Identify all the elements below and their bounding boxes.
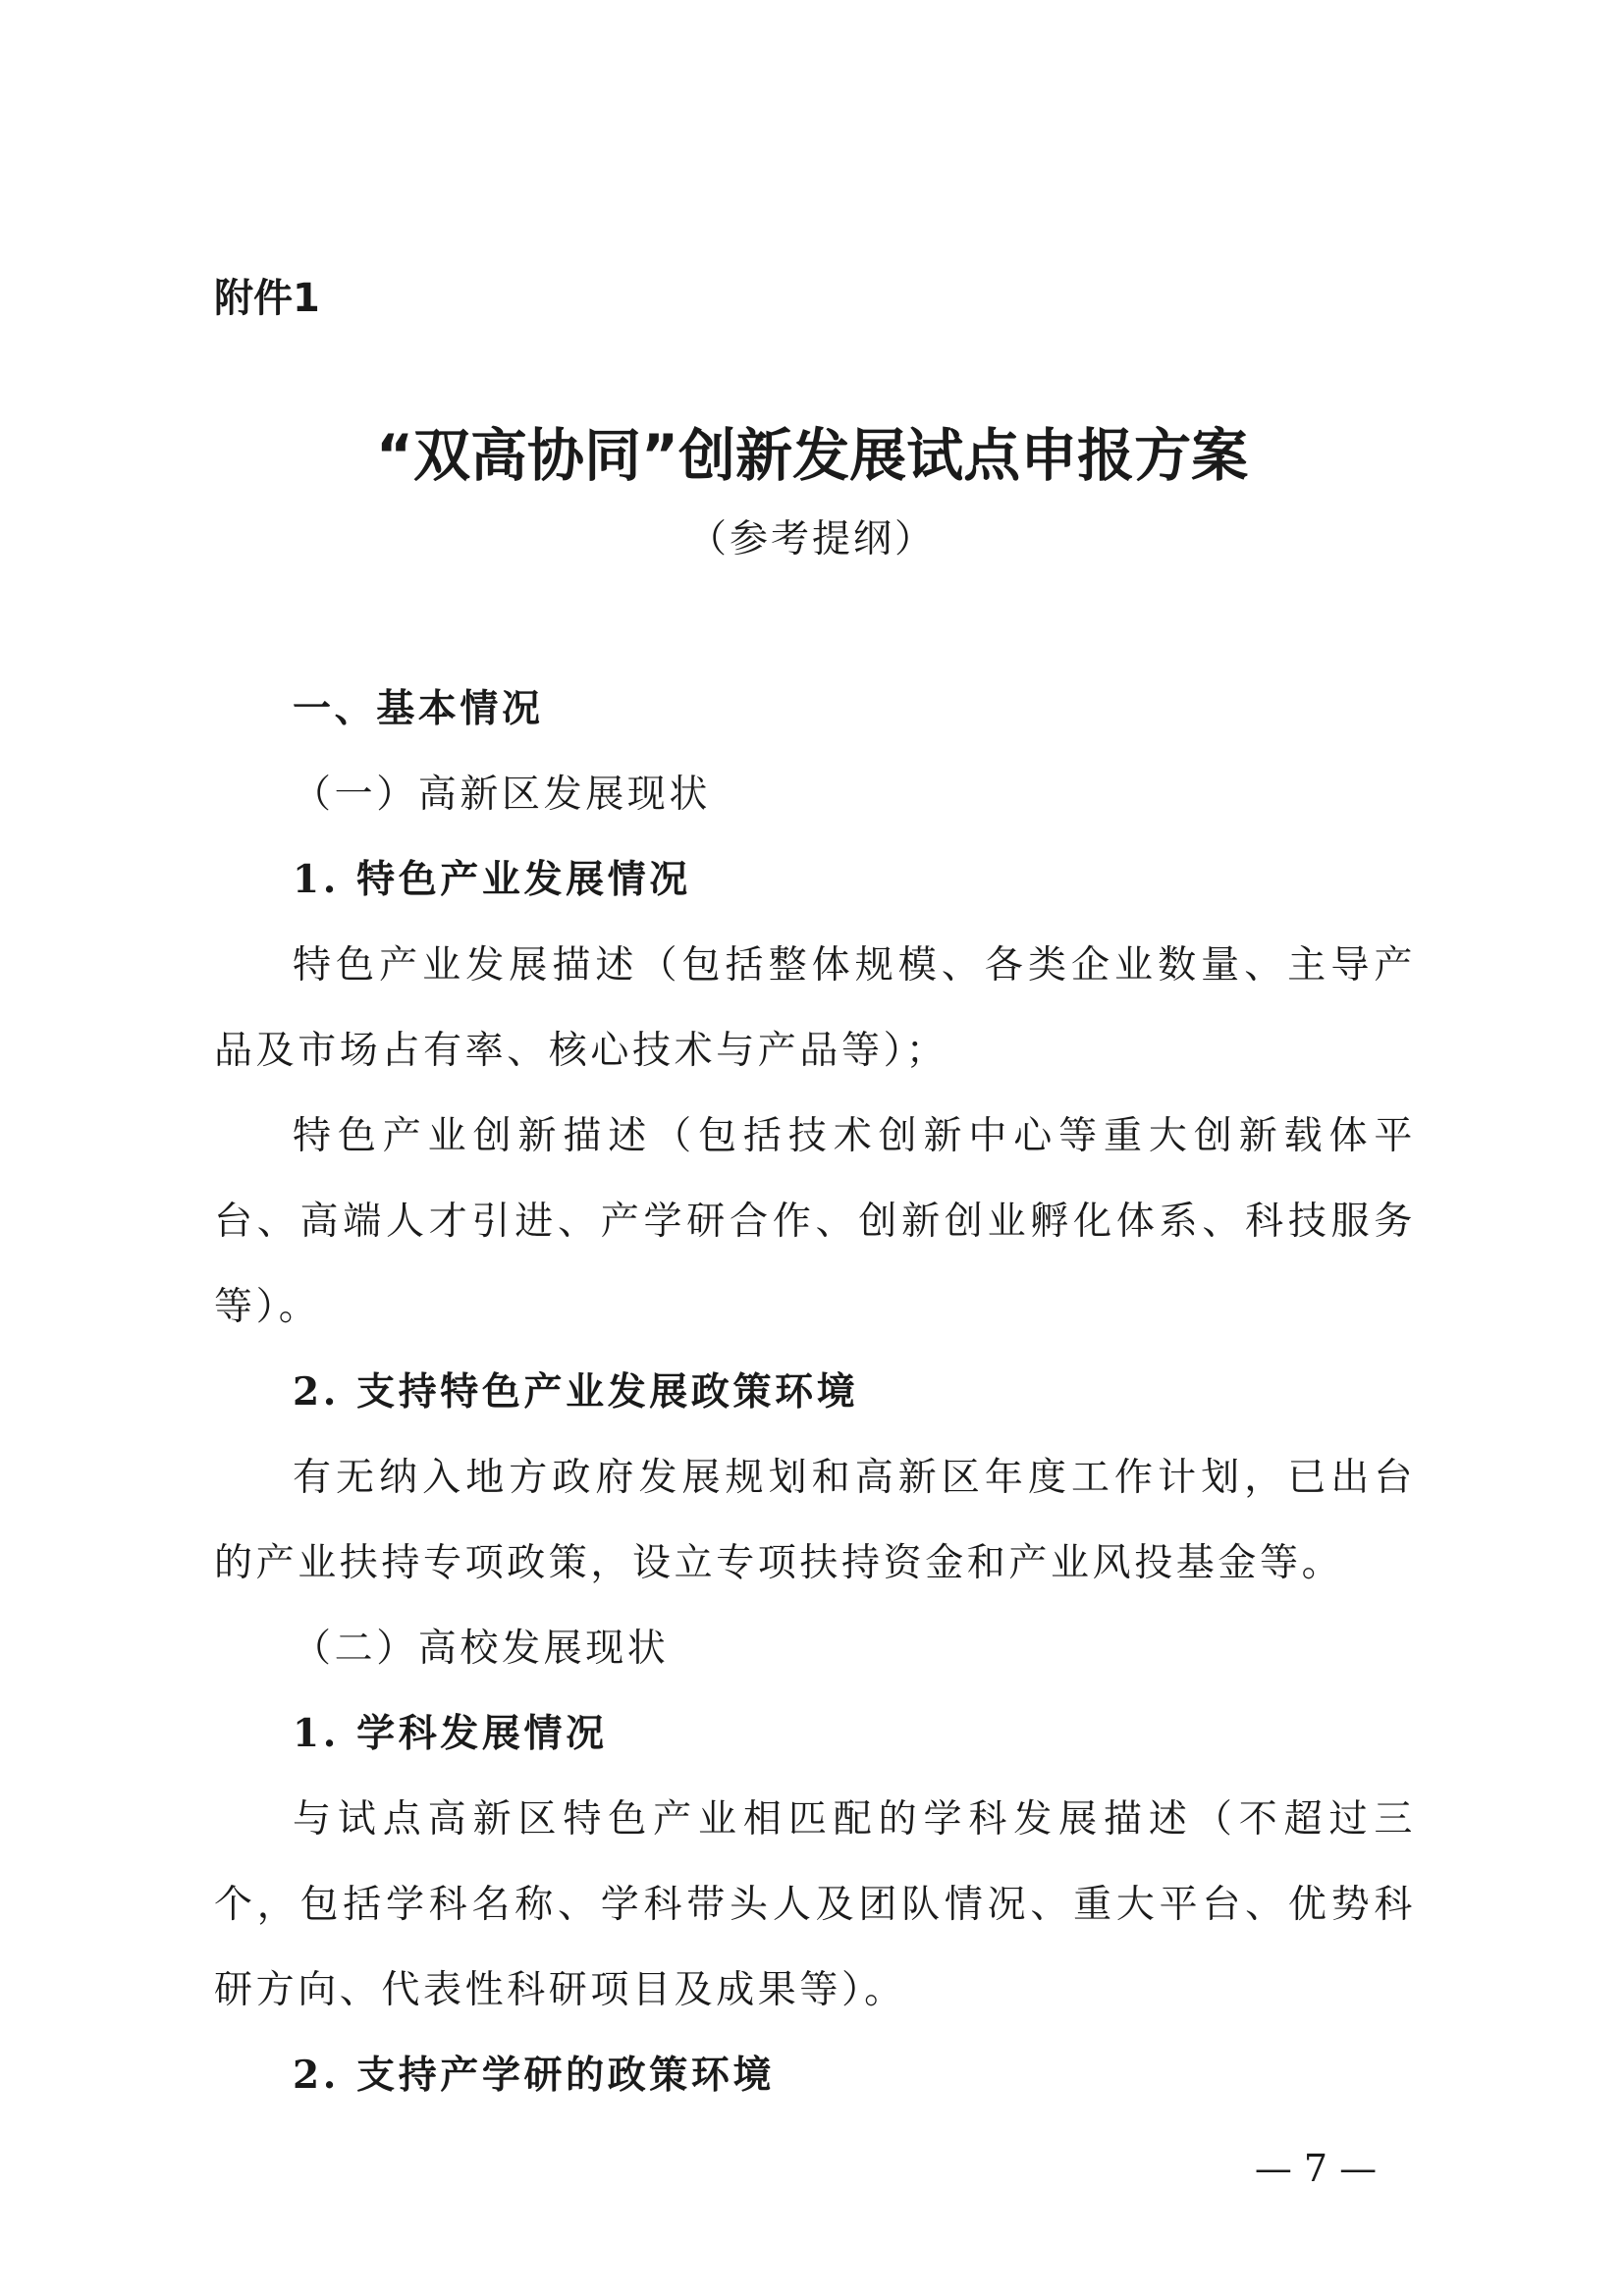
document-subtitle: （参考提纲） [687,517,936,561]
item-heading-discipline-development: 1. 学科发展情况 [293,1711,608,1756]
item-heading-policy-environment: 2. 支持特色产业发展政策环境 [293,1369,859,1415]
subsection-heading-hitech-zone: （一）高新区发展现状 [293,773,712,817]
item-heading-industry-development: 1. 特色产业发展情况 [293,857,691,902]
item-heading-research-policy: 2. 支持产学研的政策环境 [293,2053,776,2098]
paragraph-industry-development: 特色产业发展描述（包括整体规模、各类企业数量、主导产品及市场占有率、核心技术与产品等）； [214,943,1416,1073]
document-body [214,667,1416,2118]
attachment-label: 附件1 [214,276,320,321]
section-heading-basic-info: 一、基本情况 [293,687,544,731]
paragraph-discipline-development: 与试点高新区特色产业相匹配的学科发展描述（不超过三个，包括学科名称、学科带头人及团队情况、重大平台、优势科研方向、代表性科研项目及成果等）。 [214,1797,1416,2012]
document-title: “双高协同”创新发展试点申报方案 [375,422,1249,489]
page-number: — 7 — [1254,2147,1378,2190]
subsection-heading-university: （二）高校发展现状 [293,1627,670,1671]
paragraph-industry-innovation: 特色产业创新描述（包括技术创新中心等重大创新载体平台、高端人才引进、产学研合作、创新创业孵化体系、科技服务等）。 [214,1114,1416,1329]
paragraph-policy-environment: 有无纳入地方政府发展规划和高新区年度工作计划，已出台的产业扶持专项政策，设立专项扶持资金和产业风投基金等。 [214,1456,1416,1585]
